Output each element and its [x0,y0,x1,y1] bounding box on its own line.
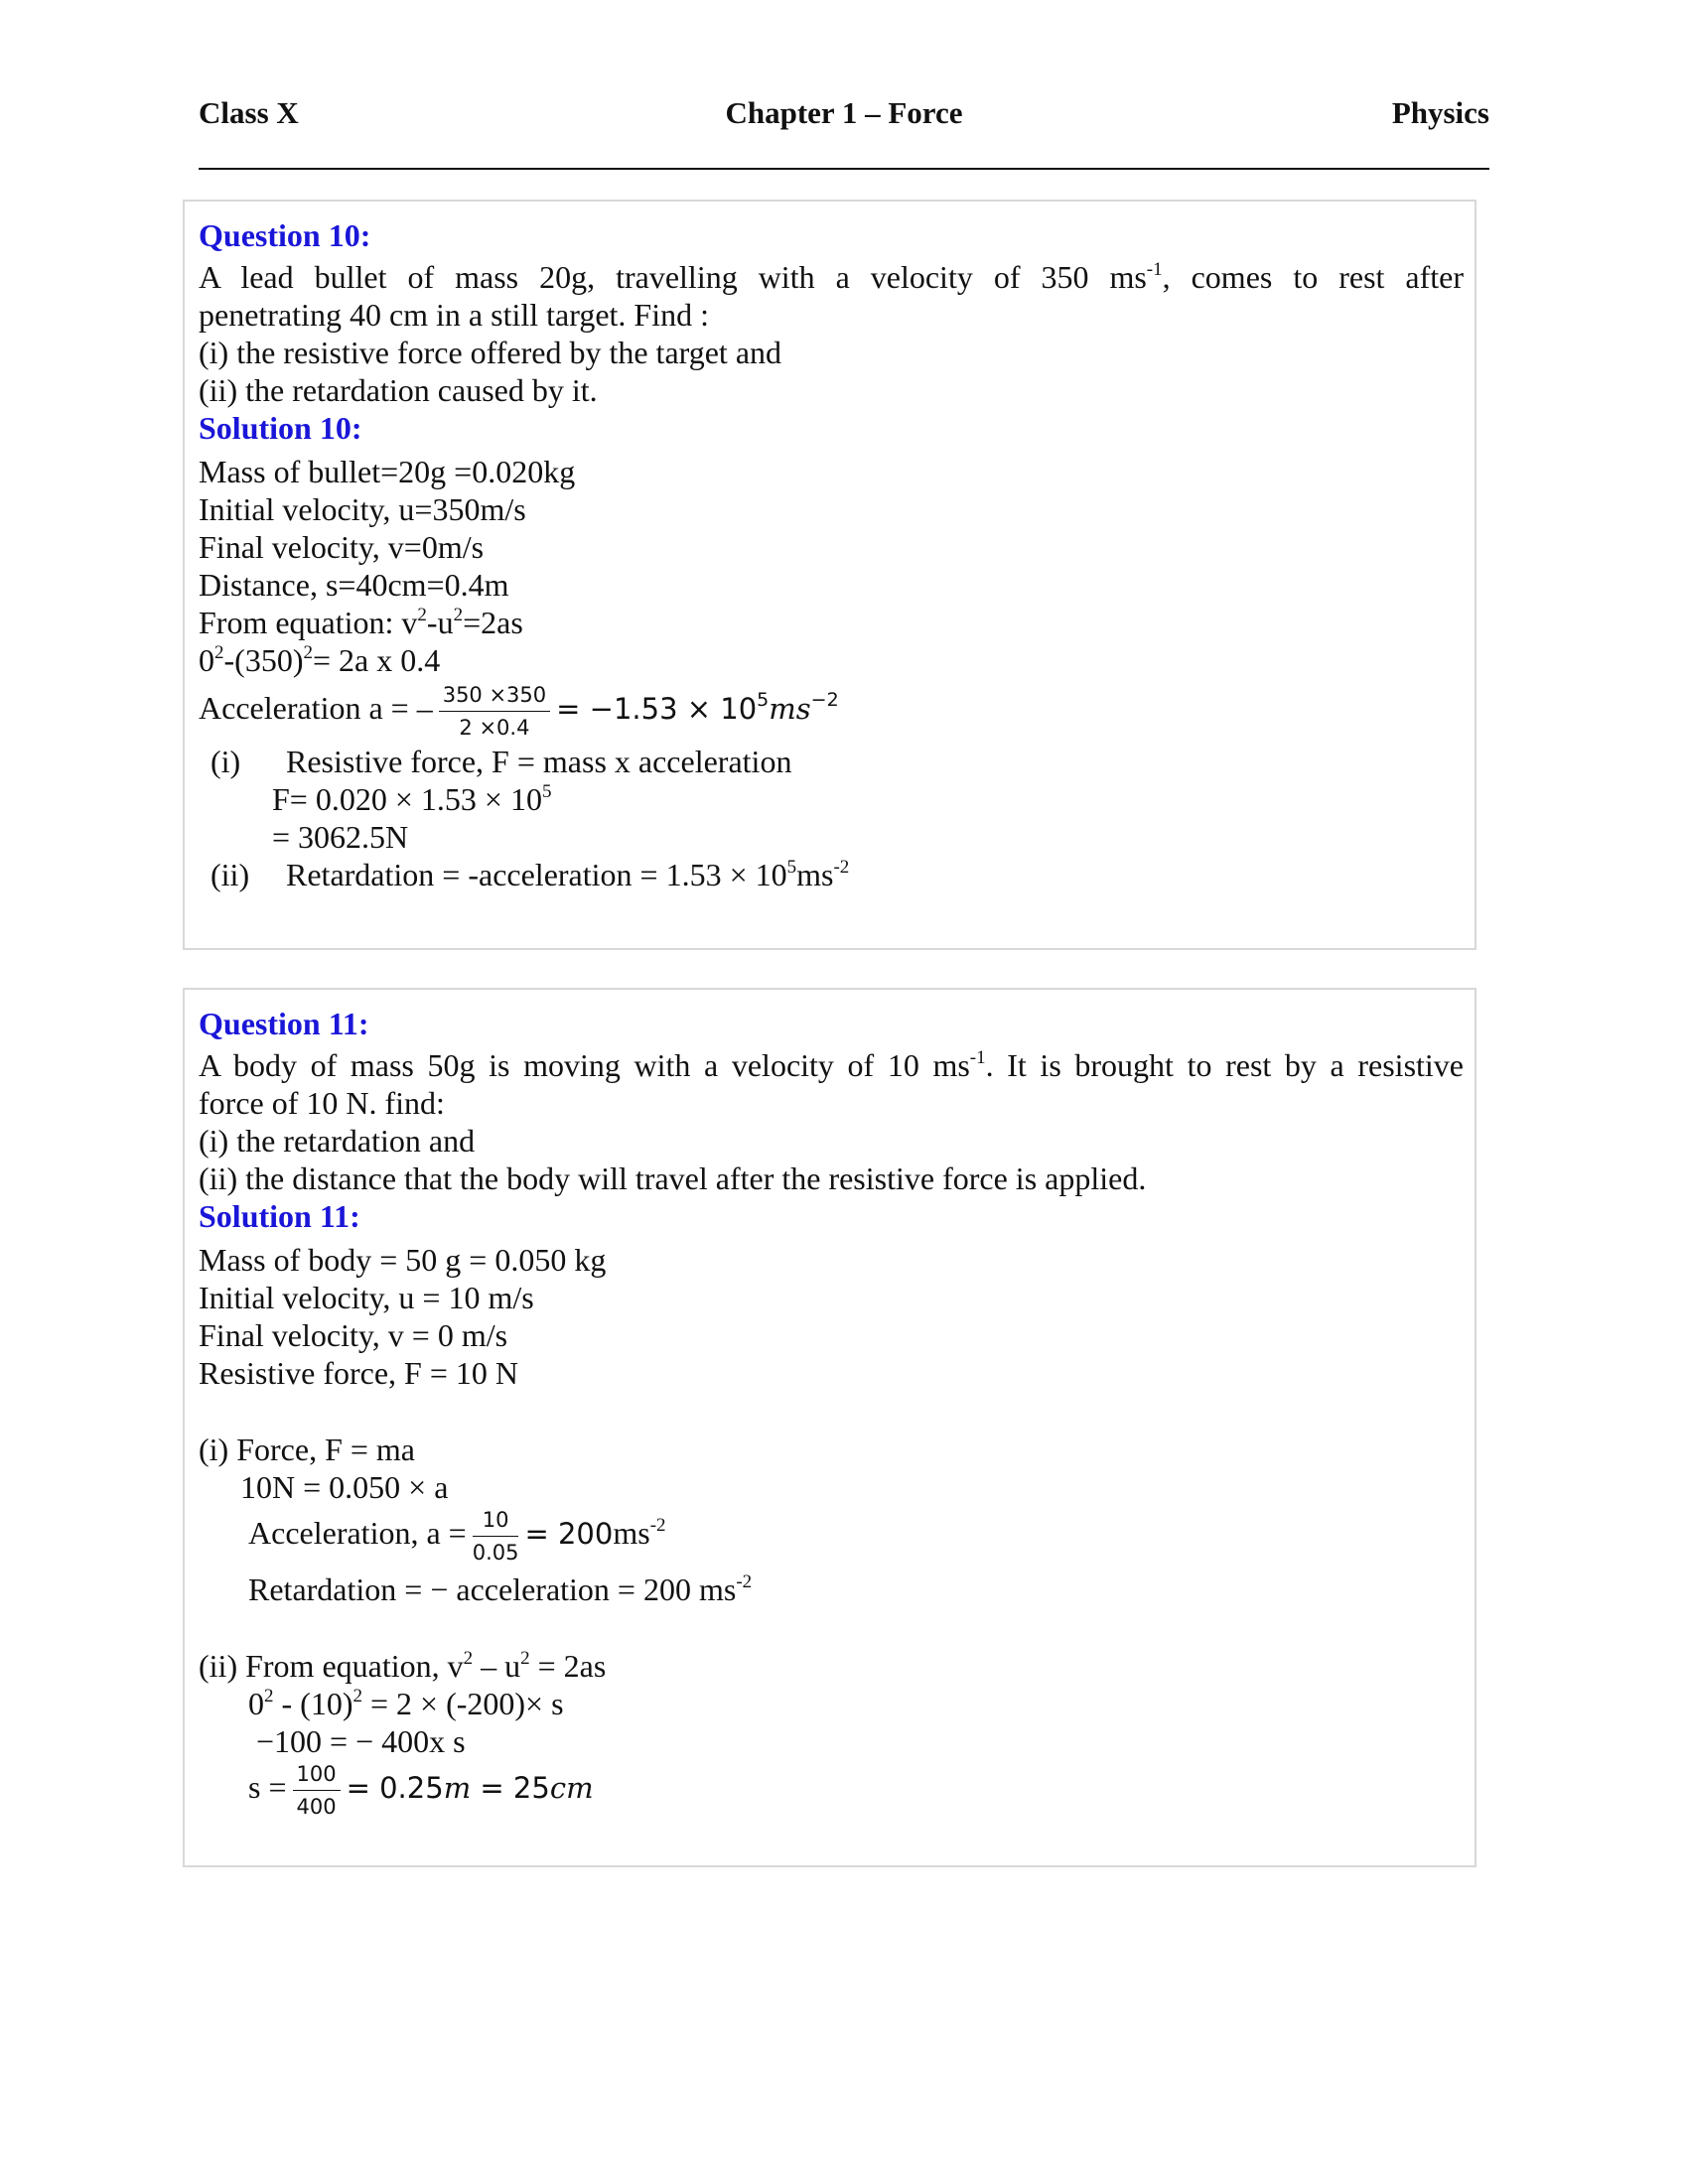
acceleration-fraction-11: $\frac{10}{0.05}$ [472,1508,519,1566]
solution-10-equation: From equation: $v^2-u^2=2as$ [199,605,523,640]
question-10-part-1: (i) the resistive force offered by the target and [199,335,782,370]
question-11-title: Question 11: [199,1006,369,1041]
solution-11-mass: Mass of body = 50 g = 0.050 kg [199,1242,607,1278]
solution-10-initial-velocity: Initial velocity, u=350m/s [199,491,526,527]
solution-10-part-i-label: (i) [211,744,241,779]
solution-11-final-velocity: Final velocity, v = 0 m/s [199,1317,508,1353]
solution-11-force-sub: 10N = 0.050 × a [240,1469,449,1505]
solution-11-retardation: Retardation = − acceleration = 200 $ms^{-2}$ [248,1571,753,1607]
solution-10-mass: Mass of bullet=20g =0.020kg [199,454,576,489]
solution-10-acceleration: Acceleration a = – $\frac{350 \times 350}{2 \times 0.4}$ = $-1.53 \times 10^5ms^{-2}$ [199,683,839,741]
question-10-part-2: (ii) the retardation caused by it. [199,372,598,408]
solution-10-force-result: = 3062.5N [272,819,409,855]
distance-fraction: $\frac{100}{400}$ [293,1761,341,1820]
solution-11-part-ii: (ii) From equation, $v^2 - u^2 = 2as$ [199,1648,607,1684]
question-11-text-line2: force of 10 N. find: [199,1085,445,1121]
solution-11-resistive-force: Resistive force, F = 10 N [199,1355,518,1391]
solution-10-title: Solution 10: [199,410,362,446]
solution-11-initial-velocity: Initial velocity, u = 10 m/s [199,1280,534,1315]
question-11-text-line1: A body of mass 50g is moving with a velocity of 10 $ms^{-1}$. It is brought to rest by a resistive [199,1047,1464,1083]
acceleration-fraction: $\frac{350 \times 350}{2 \times 0.4}$ [439,682,550,741]
solution-10-substitution: $0^2-(350)^2= 2a$ x 0.4 [199,642,441,678]
solution-11-distance: s = $\frac{100}{400}$ = 0.25m = 25cm [248,1762,594,1820]
solution-11-substitution: $0^2 - (10)^2 = 2 \times (-200)\times s$ [248,1686,564,1721]
question-10-text-line2: penetrating 40 cm in a still target. Find : [199,297,709,333]
solution-10-distance: Distance, s=40cm=0.4m [199,567,509,603]
question-10-text-line1: A lead bullet of mass 20g, travelling with a velocity of 350 $ms^{-1}$, comes to rest after [199,259,1464,295]
question-11-part-2: (ii) the distance that the body will travel after the resistive force is applied. [199,1160,1147,1196]
solution-10-force-calc: $F= 0.020 \times 1.53 \times 10^5$ [272,781,552,817]
solution-10-retardation: Retardation = -acceleration = $1.53 \times 10^5ms^{-2}$ [286,857,850,892]
solution-11-title: Solution 11: [199,1198,360,1234]
question-11-part-1: (i) the retardation and [199,1123,476,1159]
header-rule [199,168,1489,170]
solution-11-acceleration: Acceleration, a = $\frac{10}{0.05}$ = $200ms^{-2}$ [248,1508,666,1566]
solution-10-final-velocity: Final velocity, v=0m/s [199,529,485,565]
header-class: Class X [199,95,299,130]
header-chapter: Chapter 1 – Force [725,95,963,130]
page-header [199,95,1489,145]
question-10-title: Question 10: [199,217,371,253]
solution-11-simplified: −100 = − 400x s [256,1723,466,1759]
solution-10-part-ii-label: (ii) [211,857,250,892]
solution-10-resistive-force: Resistive force, F = mass x acceleration [286,744,792,779]
solution-11-part-i: (i) Force, F = ma [199,1432,415,1467]
header-subject: Physics [1391,95,1489,130]
